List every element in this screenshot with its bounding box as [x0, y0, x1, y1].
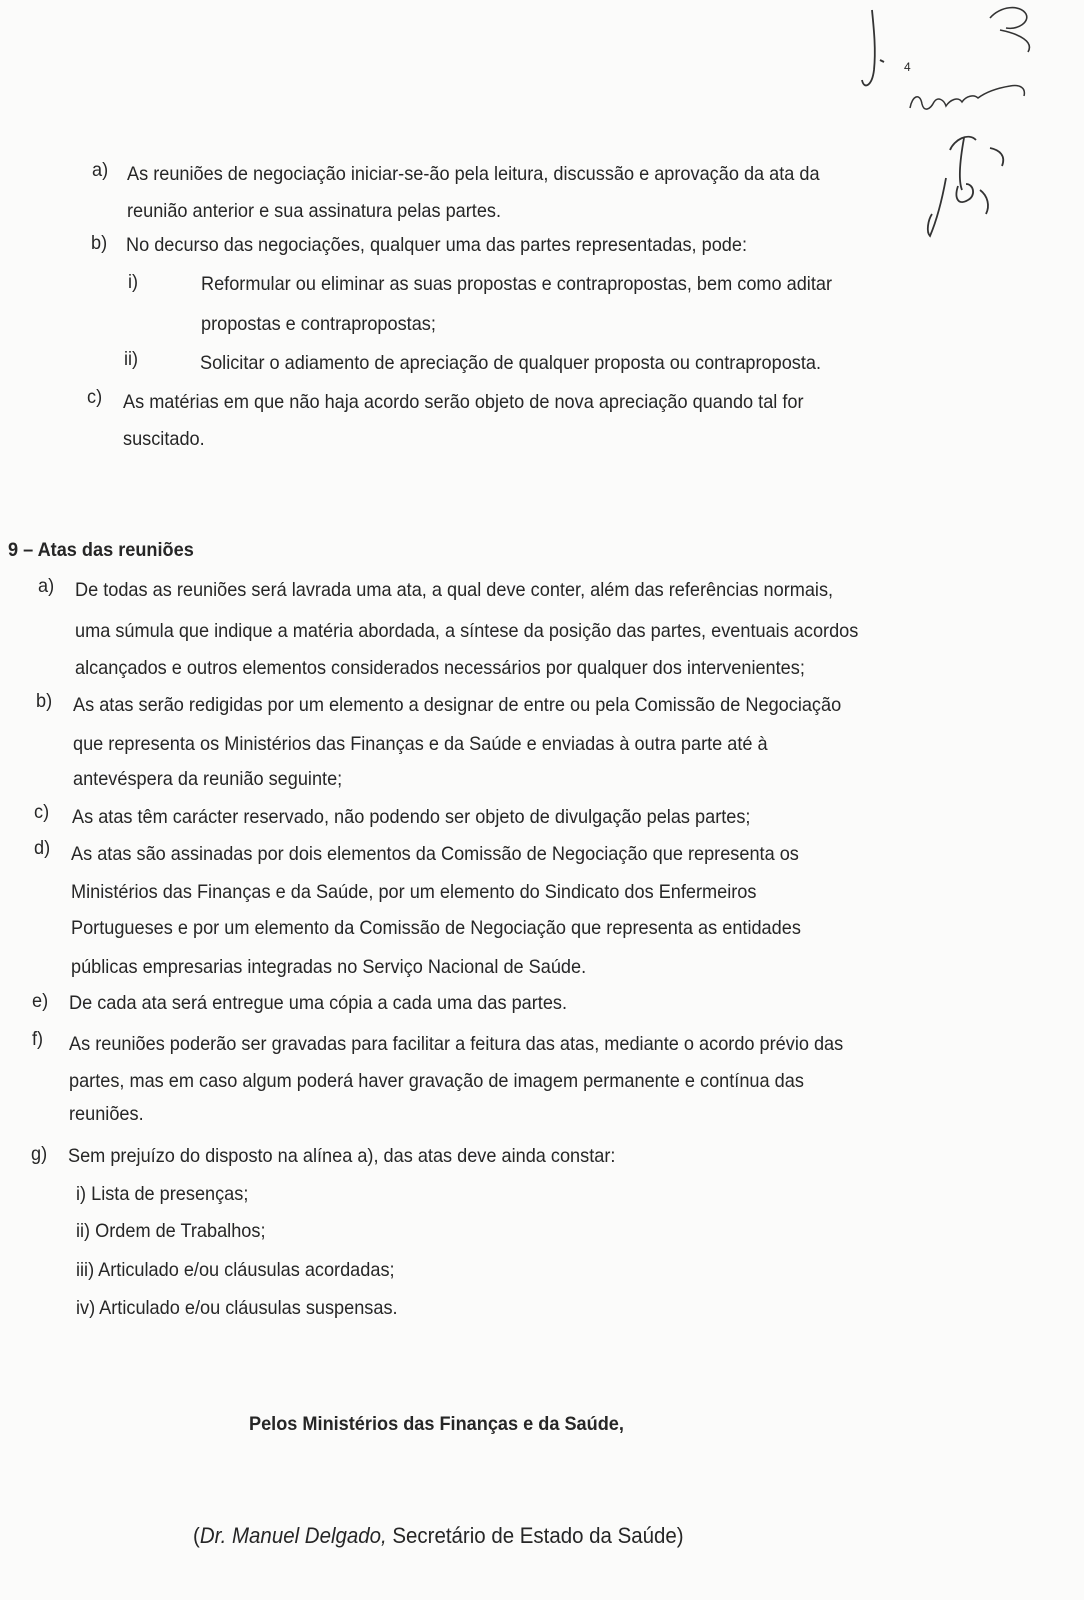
item-marker: a) — [38, 575, 55, 597]
paragraph-line: Reformular ou eliminar as suas propostas e contrapropostas, bem como aditar — [201, 273, 833, 295]
item-marker: f) — [32, 1028, 44, 1050]
paragraph-line: As reuniões de negociação iniciar-se-ão pela leitura, discussão e aprovação da ata da — [127, 163, 820, 185]
paragraph-line: reuniões. — [69, 1103, 144, 1125]
item-marker: b) — [36, 690, 53, 712]
sub-list-item: i) Lista de presenças; — [76, 1183, 249, 1205]
item-marker: d) — [34, 837, 51, 859]
sub-item-marker: i) — [128, 271, 139, 293]
paragraph-line: antevéspera da reunião seguinte; — [73, 768, 343, 790]
paragraph-line: Ministérios das Finanças e da Saúde, por um elemento do Sindicato dos Enfermeiros — [71, 881, 757, 903]
handwritten-signature-mark — [850, 0, 1084, 250]
paragraph-line: As atas serão redigidas por um elemento a designar de entre ou pela Comissão de Negociação — [73, 694, 842, 716]
signatory-name: Dr. Manuel Delgado, — [199, 1523, 387, 1548]
paragraph-line: As atas têm carácter reservado, não podendo ser objeto de divulgação pelas partes; — [72, 806, 751, 828]
paragraph-line: As matérias em que não haja acordo serão objeto de nova apreciação quando tal for — [123, 391, 804, 413]
item-marker: e) — [32, 990, 49, 1012]
signature-heading: Pelos Ministérios das Finanças e da Saúde, — [249, 1413, 624, 1435]
paragraph-line: Sem prejuízo do disposto na alínea a), das atas deve ainda constar: — [68, 1145, 616, 1167]
paragraph-line: que representa os Ministérios das Finanças e da Saúde e enviadas à outra parte até à — [73, 733, 768, 755]
paragraph-line: reunião anterior e sua assinatura pelas partes. — [127, 200, 502, 222]
item-marker: a) — [92, 159, 109, 181]
item-marker: c) — [87, 386, 103, 408]
sub-list-item: iv) Articulado e/ou cláusulas suspensas. — [76, 1297, 398, 1319]
section-heading: 9 – Atas das reuniões — [8, 539, 194, 561]
signatory-line — [193, 1524, 684, 1548]
item-marker: b) — [91, 232, 108, 254]
paragraph-line: As atas são assinadas por dois elementos da Comissão de Negociação que representa os — [71, 843, 799, 865]
paragraph-line: De cada ata será entregue uma cópia a cada uma das partes. — [69, 992, 568, 1014]
paragraph-line: As reuniões poderão ser gravadas para facilitar a feitura das atas, mediante o acordo prévio das — [69, 1033, 844, 1055]
paragraph-line: partes, mas em caso algum poderá haver gravação de imagem permanente e contínua das — [69, 1070, 804, 1092]
paragraph-line: Solicitar o adiamento de apreciação de qualquer proposta ou contraproposta. — [200, 352, 822, 374]
paragraph-line: suscitado. — [123, 428, 205, 450]
paragraph-line: uma súmula que indique a matéria abordada, a síntese da posição das partes, eventuais acordos — [75, 620, 859, 642]
paragraph-line: No decurso das negociações, qualquer uma das partes representadas, pode: — [126, 234, 748, 256]
paragraph-line: De todas as reuniões será lavrada uma ata, a qual deve conter, além das referências normais, — [75, 579, 834, 601]
page-number: 4 — [904, 60, 911, 74]
sub-item-marker: ii) — [124, 348, 139, 370]
signatory-role: Secretário de Estado da Saúde) — [386, 1523, 684, 1548]
sub-list-item: ii) Ordem de Trabalhos; — [76, 1220, 266, 1242]
signatory-open-paren: ( — [193, 1523, 200, 1548]
item-marker: c) — [34, 801, 50, 823]
sub-list-item: iii) Articulado e/ou cláusulas acordadas; — [76, 1259, 395, 1281]
item-marker: g) — [31, 1143, 48, 1165]
paragraph-line: propostas e contrapropostas; — [201, 313, 436, 335]
paragraph-line: alcançados e outros elementos considerados necessários por qualquer dos intervenientes; — [75, 657, 805, 679]
paragraph-line: Portugueses e por um elemento da Comissão de Negociação que representa as entidades — [71, 917, 801, 939]
paragraph-line: públicas empresarias integradas no Serviço Nacional de Saúde. — [71, 956, 587, 978]
